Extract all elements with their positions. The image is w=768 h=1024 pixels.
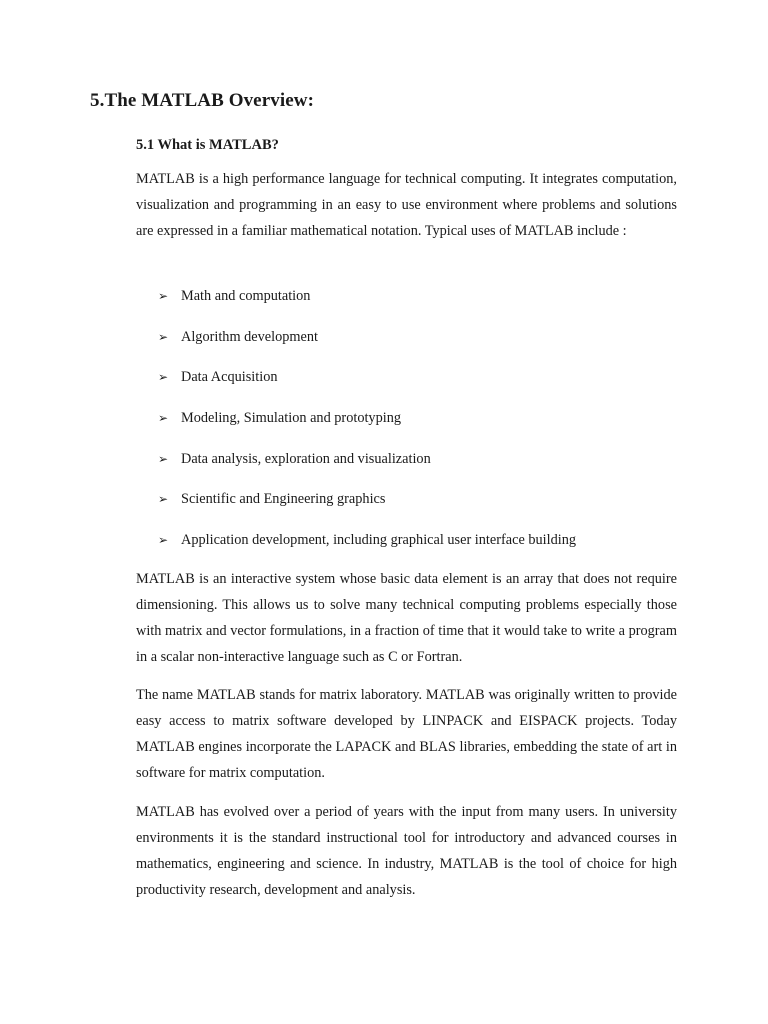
list-item: [158, 447, 576, 488]
arrow-bullet-icon: ➢: [158, 329, 169, 344]
list-item-text: Application development, including graphical user interface building: [181, 532, 577, 549]
paragraph-name-origin: The name MATLAB stands for matrix laboratory. MATLAB was originally written to provide easy access to matrix software developed by LINPACK and EISPACK projects. Today MATLAB engines incorporate the LAPACK and BLAS libraries, embedding the state of art in software for matrix computation.: [136, 687, 677, 781]
list-item: [158, 365, 576, 406]
list-item: [158, 406, 576, 447]
arrow-bullet-icon: ➢: [158, 451, 169, 466]
list-item: [158, 325, 576, 366]
uses-list: [158, 284, 576, 569]
arrow-bullet-icon: ➢: [158, 289, 169, 303]
paragraph-interactive-system: MATLAB is an interactive system whose basic data element is an array that does not require dimensioning. This allows us to solve many technical computing problems especially those with matrix and vector formulations, in a fraction of time that it would take to write a program in a scalar non-interactive language such as C or Fortran.: [136, 571, 677, 665]
list-item-text: Math and computation: [181, 288, 311, 304]
list-item: [158, 528, 576, 569]
arrow-bullet-icon: ➢: [158, 411, 169, 426]
list-item-text: Data Acquisition: [181, 369, 278, 386]
paragraph-evolution: MATLAB has evolved over a period of years with the input from many users. In university environments it is the standard instructional tool for introductory and advanced courses in mathematics, engineering and science. In industry, MATLAB is the tool of choice for high productivity research, development and analysis.: [136, 804, 677, 898]
list-item-text: Algorithm development: [181, 328, 318, 345]
arrow-bullet-icon: ➢: [158, 492, 169, 507]
chapter-title: 5.The MATLAB Overview:: [90, 90, 315, 111]
list-item: [158, 487, 576, 528]
arrow-bullet-icon: ➢: [158, 533, 169, 548]
list-item: [158, 284, 576, 325]
section-title: 5.1 What is MATLAB?: [136, 137, 279, 153]
list-item-text: Data analysis, exploration and visualization: [181, 450, 431, 467]
intro-paragraph: MATLAB is a high performance language for technical computing. It integrates computation, visualization and programming in an easy to use environment where problems and solutions are expressed in a familiar mathematical notation. Typical uses of MATLAB include :: [136, 171, 677, 239]
list-item-text: Modeling, Simulation and prototyping: [181, 410, 402, 427]
arrow-bullet-icon: ➢: [158, 370, 169, 385]
list-item-text: Scientific and Engineering graphics: [181, 491, 386, 508]
